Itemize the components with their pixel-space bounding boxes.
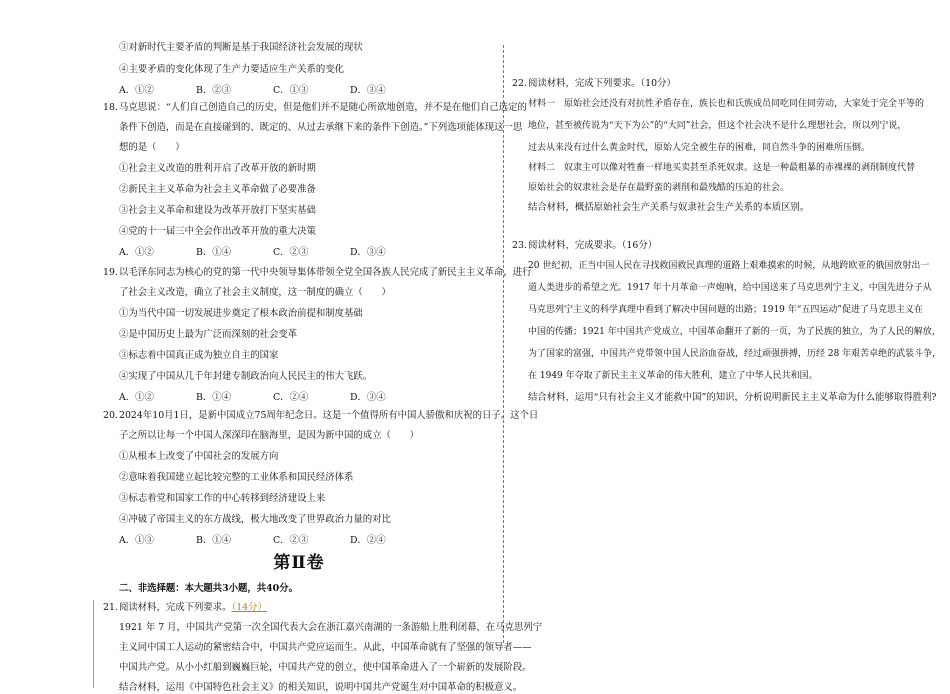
q23-material-3: 马克思列宁主义的科学真理中看到了解决中国问题的出路；1919 年“五四运动”促进了马克思主义在 <box>528 305 923 315</box>
option-a: A．①③ <box>119 535 154 546</box>
q18-item-2: ②新民主主义革命为社会主义革命做了必要准备 <box>119 184 316 195</box>
section-subheading: 二、非选择题：本大题共3小题，共40分。 <box>119 583 298 594</box>
option-b: B．①④ <box>196 247 232 258</box>
q20-stem-2: 子之所以让每一个中国人深深印在脑海里，是因为新中国的成立（ ） <box>119 430 420 441</box>
q23-material-1: 20 世纪初，正当中国人民在寻找救国救民真理的道路上艰难摸索的时候，从地跨欧亚的俄国放射出一 <box>528 261 930 271</box>
q19-stem-2: 了社会主义改造，确立了社会主义制度，这一制度的确立（ ） <box>119 287 391 298</box>
q19-number: 19. <box>103 267 118 278</box>
q22-material2-2: 原始社会的奴隶社会是存在最野蛮的剥削和最残酷的压迫的社会。 <box>528 183 790 193</box>
option-c: C．②④ <box>273 392 309 403</box>
q19-item-2: ②是中国历史上最为广泛而深刻的社会变革 <box>119 329 298 340</box>
option-b: B．①④ <box>196 535 232 546</box>
q20-item-2: ②意味着我国建立起比较完整的工业体系和国民经济体系 <box>119 472 354 483</box>
prev-item-4: ④主要矛盾的变化体现了生产力要适应生产关系的变化 <box>119 64 345 75</box>
q18-stem-3: 想的是（ ） <box>119 142 185 153</box>
prev-item-3: ③对新时代主要矛盾的判断是基于我国经济社会发展的现状 <box>119 42 363 53</box>
q22-prompt: 阅读材料，完成下列要求。（10分） <box>528 78 676 89</box>
q19-item-4: ④实现了中国从几千年封建专制政治向人民民主的伟大飞跃。 <box>119 371 373 382</box>
option-d: D．③④ <box>350 392 386 403</box>
q22-material1-3: 过去从来没有过什么黄金时代，原始人完全被生存的困难，同自然斗争的困难所压倒。 <box>528 143 871 153</box>
q21-margin-mark <box>93 600 96 688</box>
q21-number: 21. <box>103 602 118 613</box>
q23-material-5: 为了国家的富强，中国共产党带领中国人民浴血奋战，经过顽强拼搏，历经 28 年艰苦卓绝的武装斗争， <box>528 349 942 359</box>
q21-score-link[interactable]: （14分） <box>231 602 267 613</box>
q23-number: 23. <box>512 240 527 251</box>
q20-options <box>119 535 386 547</box>
q22-material1-1: 材料一 原始社会还没有对抗性矛盾存在，族长也和氏族成员同吃同住同劳动，大家处于完全平等的 <box>528 99 925 109</box>
option-c: C．②③ <box>273 535 309 546</box>
q20-stem-1: 2024年10月1日，是新中国成立75周年纪念日。这是一个值得所有中国人骄傲和庆祝的日子。这个日 <box>119 410 539 421</box>
q21-task: 结合材料，运用《中国特色社会主义》的相关知识，说明中国共产党诞生对中国革命的积极意义。 <box>119 682 523 693</box>
q22-number: 22. <box>512 78 527 89</box>
q18-options <box>119 247 386 259</box>
option-a: A．①② <box>119 247 154 258</box>
option-b: B．②③ <box>196 85 232 96</box>
option-b: B．①④ <box>196 392 232 403</box>
prev-options <box>119 85 386 97</box>
option-a: A．①② <box>119 85 154 96</box>
q19-item-1: ①为当代中国一切发展进步奠定了根本政治前提和制度基础 <box>119 308 363 319</box>
option-d: D．③④ <box>350 85 386 96</box>
q21-prompt-text: 阅读材料，完成下列要求。 <box>119 602 232 613</box>
option-c: C．②③ <box>273 247 309 258</box>
option-a: A．①② <box>119 392 154 403</box>
q23-task: 结合材料，运用“只有社会主义才能救中国”的知识，分析说明新民主主义革命为什么能够取得胜利? <box>528 392 937 403</box>
q20-item-3: ③标志着党和国家工作的中心转移到经济建设上来 <box>119 493 326 504</box>
q23-prompt: 阅读材料，完成要求。（16分） <box>528 240 658 251</box>
q22-material1-2: 地位，甚至被传说为“天下为公”的“大同”社会，但这个社会决不是什么理想社会，所以列宁说， <box>528 121 907 131</box>
option-d: D．③④ <box>350 247 386 258</box>
q20-item-4: ④冲破了帝国主义的东方战线，极大地改变了世界政治力量的对比 <box>119 514 391 525</box>
section-heading: 第Ⅱ卷 <box>273 553 325 573</box>
q20-item-1: ①从根本上改变了中国社会的发展方向 <box>119 451 279 462</box>
q21-material-3: 中国共产党。从小小红船到巍巍巨轮，中国共产党的创立，使中国革命进入了一个崭新的发展阶段。 <box>119 662 532 673</box>
q18-item-3: ③社会主义革命和建设为改革开放打下坚实基础 <box>119 205 316 216</box>
q19-stem-1: 以毛泽东同志为核心的党的第一代中央领导集体带领全党全国各族人民完成了新民主主义革命，进行 <box>119 267 532 278</box>
q23-material-6: 在 1949 年夺取了新民主主义革命的伟大胜利，建立了中华人民共和国。 <box>528 371 818 381</box>
option-c: C．①③ <box>273 85 309 96</box>
option-d: D．②④ <box>350 535 386 546</box>
q18-stem-1: 马克思说：“人们自己创造自己的历史，但是他们并不是随心所欲地创造，并不是在他们自己选定的 <box>119 102 527 113</box>
q23-material-2: 道人类进步的希望之光。1917 年十月革命一声炮响，给中国送来了马克思列宁主义，中国先进分子从 <box>528 283 932 293</box>
q18-stem-2: 条件下创造，而是在直接碰到的、既定的、从过去承继下来的条件下创造。”下列选项能体现这一思 <box>119 122 523 133</box>
q19-options <box>119 392 386 404</box>
q21-prompt <box>119 602 267 614</box>
q19-item-3: ③标志着中国真正成为独立自主的国家 <box>119 350 279 361</box>
q20-number: 20. <box>103 410 118 421</box>
q21-material-2: 主义同中国工人运动的紧密结合中，中国共产党应运而生。从此，中国革命就有了坚强的领导者—— <box>119 642 532 653</box>
q21-material-1: 1921 年 7 月，中国共产党第一次全国代表大会在浙江嘉兴南湖的一条游船上胜利闭幕，在马克思列宁 <box>119 622 543 633</box>
q23-material-4: 中国的传播；1921 年中国共产党成立，中国革命翻开了新的一页，为了民族的独立，为了人民的解放， <box>528 327 941 337</box>
q18-number: 18. <box>103 102 118 113</box>
q22-material2-1: 材料二 奴隶主可以像对牲畜一样地买卖甚至杀死奴隶。这是一种最粗暴的赤裸裸的剥削制度代替 <box>528 163 916 173</box>
q22-task: 结合材料，概括原始社会生产关系与奴隶社会生产关系的本质区别。 <box>528 202 810 213</box>
q18-item-1: ①社会主义改造的胜利开启了改革开放的新时期 <box>119 163 316 174</box>
column-divider <box>503 45 504 643</box>
q18-item-4: ④党的十一届三中全会作出改革开放的重大决策 <box>119 226 316 237</box>
